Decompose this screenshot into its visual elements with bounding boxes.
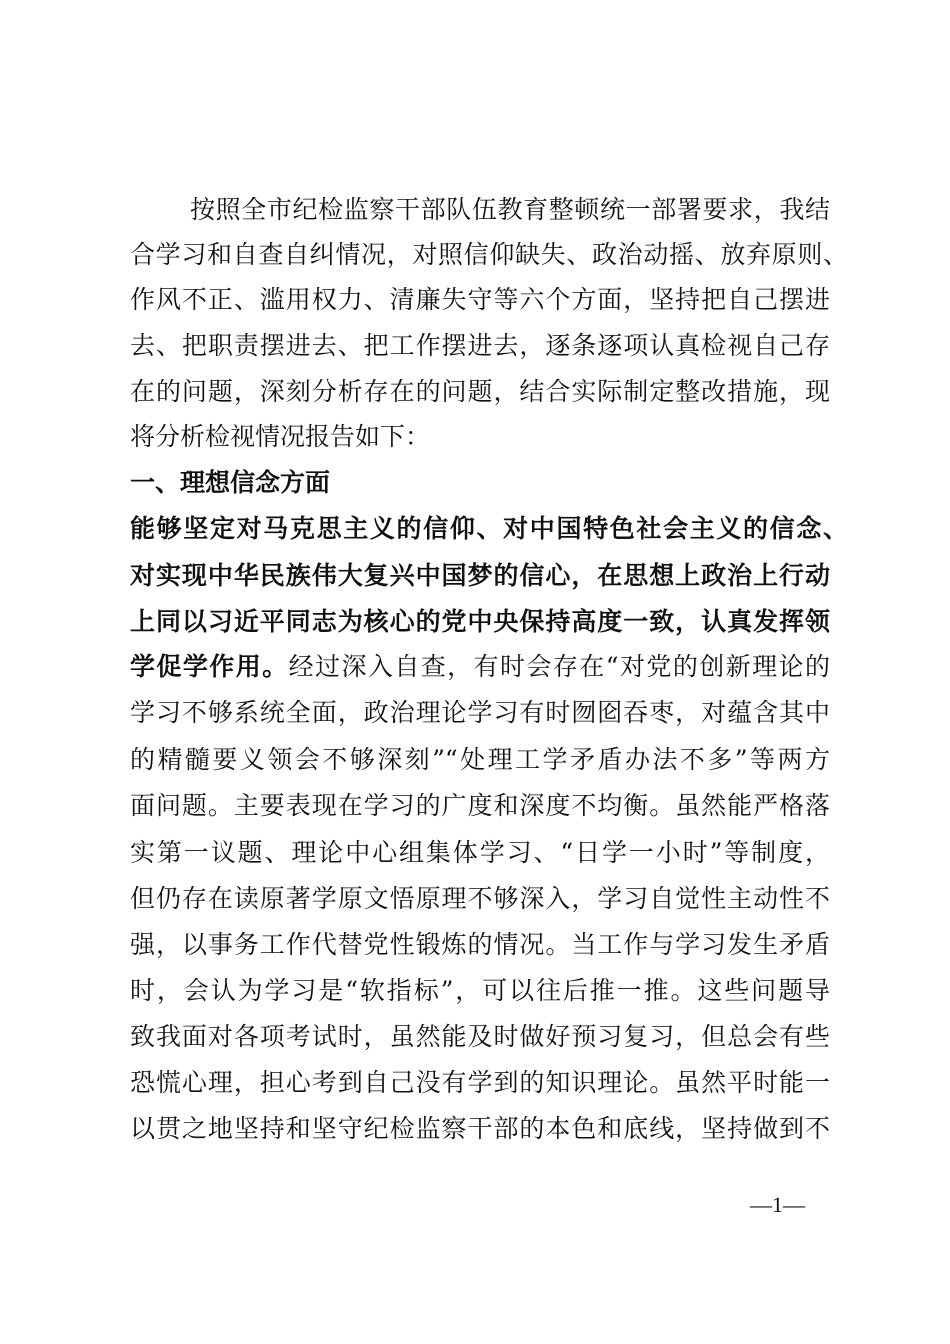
section-heading bbox=[130, 460, 830, 506]
text-line bbox=[130, 783, 830, 829]
bold-text: 学促学作用。 bbox=[130, 652, 289, 681]
body-text: 将分析检视情况报告如下： bbox=[130, 422, 431, 451]
body-text: 但仍存在读原著学原文悟原理不够深入，学习自觉性主动性不 bbox=[130, 884, 830, 913]
bold-text: 对实现中华民族伟大复兴中国梦的信心，在思想上政治上行动 bbox=[130, 561, 830, 590]
text-line bbox=[130, 506, 848, 552]
body-text: 经过深入自查，有时会存在“对党的创新理论的 bbox=[288, 652, 830, 681]
body-text: 的精髓要义领会不够深刻”“处理工学矛盾办法不多”等两方 bbox=[130, 745, 830, 774]
body-text: 按照全市纪检监察干部队伍教育整顿统一部署要求，我结 bbox=[190, 195, 830, 224]
bold-text: 上同以习近平同志为核心的党中央保持高度一致，认真发挥领 bbox=[130, 607, 830, 636]
body-text: 以贯之地坚持和坚守纪检监察干部的本色和底线，坚持做到不 bbox=[130, 1114, 830, 1143]
text-line bbox=[130, 1060, 830, 1106]
body-text: 在的问题，深刻分析存在的问题，结合实际制定整改措施，现 bbox=[130, 377, 830, 406]
text-line bbox=[130, 830, 830, 876]
text-line bbox=[130, 690, 830, 736]
text-line bbox=[130, 922, 830, 968]
body-text: 学习不够系统全面，政治理论学习有时囫囵吞枣，对蕴含其中 bbox=[130, 698, 830, 727]
body-text: 合学习和自查自纠情况，对照信仰缺失、政治动摇、放弃原则、 bbox=[130, 240, 848, 269]
text-line bbox=[130, 277, 830, 323]
text-line bbox=[130, 1014, 830, 1060]
text-line bbox=[130, 737, 830, 783]
page-number: —1— bbox=[750, 1192, 805, 1217]
text-line bbox=[130, 553, 830, 599]
text-line bbox=[130, 323, 830, 369]
body-text: 面问题。主要表现在学习的广度和深度不均衡。虽然能严格落 bbox=[130, 791, 830, 820]
body-text: 去、把职责摆进去、把工作摆进去，逐条逐项认真检视自己存 bbox=[130, 331, 830, 360]
text-line bbox=[130, 968, 830, 1014]
text-line bbox=[130, 876, 830, 922]
text-line bbox=[130, 414, 830, 460]
text-line bbox=[130, 599, 830, 645]
body-text: 时，会认为学习是“软指标”，可以往后推一推。这些问题导 bbox=[130, 976, 830, 1005]
body-text: 强，以事务工作代替党性锻炼的情况。当工作与学习发生矛盾 bbox=[130, 930, 830, 959]
body-text: 实第一议题、理论中心组集体学习、“日学一小时”等制度， bbox=[130, 838, 830, 867]
text-line bbox=[130, 644, 830, 690]
text-line bbox=[130, 1106, 830, 1152]
body-text: 致我面对各项考试时，虽然能及时做好预习复习，但总会有些 bbox=[130, 1022, 830, 1051]
bold-text: 一、理想信念方面 bbox=[130, 468, 331, 497]
body-text: 恐慌心理，担心考到自己没有学到的知识理论。虽然平时能一 bbox=[130, 1068, 830, 1097]
bold-text: 能够坚定对马克思主义的信仰、对中国特色社会主义的信念、 bbox=[130, 514, 848, 543]
text-line bbox=[190, 187, 830, 233]
body-text: 作风不正、滥用权力、清廉失守等六个方面，坚持把自己摆进 bbox=[130, 285, 830, 314]
text-line bbox=[130, 369, 830, 415]
text-line bbox=[130, 232, 848, 278]
